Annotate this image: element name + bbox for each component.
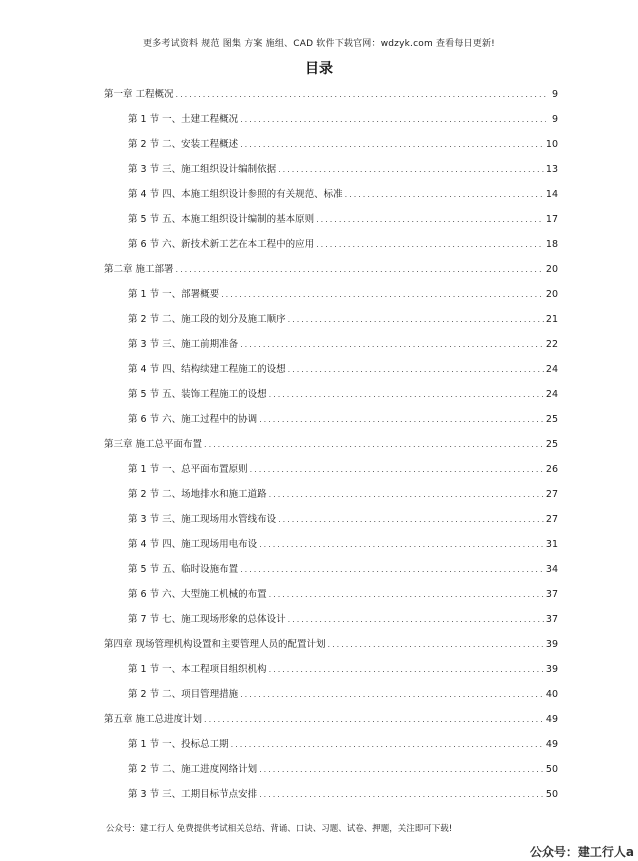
- toc-entry-page: 49: [545, 714, 558, 725]
- toc-section-entry[interactable]: [104, 107, 558, 132]
- toc-chapter-entry[interactable]: [104, 257, 558, 282]
- toc-entry-page: 22: [545, 339, 558, 350]
- toc-section-entry[interactable]: [104, 507, 558, 532]
- toc-entry-page: 27: [545, 489, 558, 500]
- toc-entry-label: 第 4 节 四、施工现场用电布设: [128, 539, 258, 550]
- toc-leader-dots: [204, 432, 544, 457]
- toc-leader-dots: [269, 657, 544, 682]
- toc-leader-dots: [316, 207, 544, 232]
- toc-entry-page: 39: [545, 639, 558, 650]
- toc-leader-dots: [288, 357, 544, 382]
- toc-entry-label: 第五章 施工总进度计划: [104, 714, 203, 725]
- toc-leader-dots: [269, 482, 544, 507]
- toc-leader-dots: [250, 457, 544, 482]
- toc-leader-dots: [259, 757, 544, 782]
- toc-section-entry[interactable]: [104, 607, 558, 632]
- toc-entry-page: 50: [545, 764, 558, 775]
- toc-section-entry[interactable]: [104, 582, 558, 607]
- toc-entry-page: 9: [551, 114, 558, 125]
- watermark: 公众号：建工行人a: [529, 845, 634, 859]
- toc-section-entry[interactable]: [104, 732, 558, 757]
- toc-section-entry[interactable]: [104, 357, 558, 382]
- toc-leader-dots: [288, 307, 544, 332]
- toc-entry-page: 13: [545, 164, 558, 175]
- toc-entry-page: 10: [545, 139, 558, 150]
- toc-section-entry[interactable]: [104, 382, 558, 407]
- toc-entry-page: 39: [545, 664, 558, 675]
- toc-entry-page: 20: [545, 289, 558, 300]
- toc-entry-label: 第 6 节 六、施工过程中的协调: [128, 414, 258, 425]
- toc-leader-dots: [259, 407, 544, 432]
- toc-section-entry[interactable]: [104, 482, 558, 507]
- toc-entry-label: 第 3 节 三、工期目标节点安排: [128, 789, 258, 800]
- toc-leader-dots: [278, 157, 544, 182]
- toc-leader-dots: [316, 232, 544, 257]
- toc-entry-label: 第 4 节 四、结构续建工程施工的设想: [128, 364, 286, 375]
- toc-chapter-entry[interactable]: [104, 707, 558, 732]
- toc-section-entry[interactable]: [104, 557, 558, 582]
- toc-leader-dots: [240, 332, 544, 357]
- toc-section-entry[interactable]: [104, 232, 558, 257]
- toc-entry-page: 21: [545, 314, 558, 325]
- toc-entry-label: 第 4 节 四、本施工组织设计参照的有关规范、标准: [128, 189, 343, 200]
- toc-leader-dots: [176, 257, 544, 282]
- toc-section-entry[interactable]: [104, 132, 558, 157]
- toc-chapter-entry[interactable]: [104, 632, 558, 657]
- toc-section-entry[interactable]: [104, 532, 558, 557]
- toc-entry-label: 第 2 节 二、安装工程概述: [128, 139, 239, 150]
- toc-entry-page: 50: [545, 789, 558, 800]
- toc-entry-label: 第 1 节 一、本工程项目组织机构: [128, 664, 267, 675]
- toc-entry-label: 第 6 节 六、新技术新工艺在本工程中的应用: [128, 239, 315, 250]
- toc-entry-label: 第 2 节 二、场地排水和施工道路: [128, 489, 267, 500]
- page-title: 目录: [305, 61, 333, 77]
- toc-leader-dots: [288, 607, 544, 632]
- toc-entry-page: 18: [545, 239, 558, 250]
- toc-entry-page: 31: [545, 539, 558, 550]
- toc-leader-dots: [259, 782, 544, 807]
- toc-entry-label: 第 6 节 六、大型施工机械的布置: [128, 589, 267, 600]
- toc-entry-label: 第二章 施工部署: [104, 264, 174, 275]
- toc-leader-dots: [221, 282, 544, 307]
- toc-section-entry[interactable]: [104, 182, 558, 207]
- toc-section-entry[interactable]: [104, 757, 558, 782]
- toc-entry-label: 第 2 节 二、项目管理措施: [128, 689, 239, 700]
- toc-entry-label: 第 1 节 一、投标总工期: [128, 739, 229, 750]
- toc-entry-page: 49: [545, 739, 558, 750]
- toc-entry-label: 第 2 节 二、施工段的划分及施工顺序: [128, 314, 286, 325]
- toc-leader-dots: [345, 182, 544, 207]
- toc-section-entry[interactable]: [104, 407, 558, 432]
- toc-leader-dots: [278, 507, 544, 532]
- toc-chapter-entry[interactable]: [104, 82, 558, 107]
- page-footer: 公众号：建工行人 免费提供考试相关总结、背诵、口诀、习题、试卷、押题，关注即可下载!: [106, 824, 453, 834]
- toc-entry-page: 17: [545, 214, 558, 225]
- page-header: 更多考试资料 规范 图集 方案 施组、CAD 软件下载官网：wdzyk.com 查看每日更新!: [143, 39, 495, 49]
- toc-leader-dots: [328, 632, 544, 657]
- toc-entry-label: 第 5 节 五、本施工组织设计编制的基本原则: [128, 214, 315, 225]
- toc-entry-label: 第 3 节 三、施工组织设计编制依据: [128, 164, 277, 175]
- toc-entry-label: 第 3 节 三、施工前期准备: [128, 339, 239, 350]
- toc-section-entry[interactable]: [104, 282, 558, 307]
- toc-entry-label: 第 1 节 一、部署概要: [128, 289, 220, 300]
- toc-entry-page: 24: [545, 364, 558, 375]
- toc-section-entry[interactable]: [104, 307, 558, 332]
- toc-entry-page: 25: [545, 414, 558, 425]
- toc-entry-label: 第 5 节 五、装饰工程施工的设想: [128, 389, 267, 400]
- toc-leader-dots: [269, 582, 544, 607]
- toc-entry-page: 40: [545, 689, 558, 700]
- toc-entry-label: 第 5 节 五、临时设施布置: [128, 564, 239, 575]
- toc-entry-label: 第 1 节 一、总平面布置原则: [128, 464, 248, 475]
- toc-entry-page: 20: [545, 264, 558, 275]
- toc-entry-page: 25: [545, 439, 558, 450]
- toc-section-entry[interactable]: [104, 207, 558, 232]
- toc-section-entry[interactable]: [104, 157, 558, 182]
- toc-entry-page: 37: [545, 614, 558, 625]
- toc-leader-dots: [240, 132, 544, 157]
- toc-chapter-entry[interactable]: [104, 432, 558, 457]
- toc-entry-page: 27: [545, 514, 558, 525]
- toc-leader-dots: [240, 682, 544, 707]
- toc-entry-page: 34: [545, 564, 558, 575]
- toc-entry-label: 第 7 节 七、施工现场形象的总体设计: [128, 614, 286, 625]
- toc-entry-label: 第三章 施工总平面布置: [104, 439, 203, 450]
- toc-section-entry[interactable]: [104, 682, 558, 707]
- toc-leader-dots: [231, 732, 544, 757]
- toc-entry-label: 第一章 工程概况: [104, 89, 174, 100]
- toc-entry-page: 24: [545, 389, 558, 400]
- toc-leader-dots: [240, 107, 546, 132]
- toc-entry-label: 第 1 节 一、土建工程概况: [128, 114, 239, 125]
- toc-entry-page: 37: [545, 589, 558, 600]
- toc-leader-dots: [240, 557, 544, 582]
- toc-entry-label: 第 2 节 二、施工进度网络计划: [128, 764, 258, 775]
- toc-section-entry[interactable]: [104, 657, 558, 682]
- toc-section-entry[interactable]: [104, 332, 558, 357]
- toc-leader-dots: [269, 382, 544, 407]
- toc-entry-label: 第四章 现场管理机构设置和主要管理人员的配置计划: [104, 639, 326, 650]
- toc-section-entry[interactable]: [104, 457, 558, 482]
- table-of-contents: [104, 82, 558, 807]
- toc-entry-page: 9: [551, 89, 558, 100]
- toc-entry-page: 14: [545, 189, 558, 200]
- toc-leader-dots: [204, 707, 544, 732]
- toc-leader-dots: [176, 82, 546, 107]
- toc-entry-label: 第 3 节 三、施工现场用水管线布设: [128, 514, 277, 525]
- toc-entry-page: 26: [545, 464, 558, 475]
- toc-section-entry[interactable]: [104, 782, 558, 807]
- toc-leader-dots: [259, 532, 544, 557]
